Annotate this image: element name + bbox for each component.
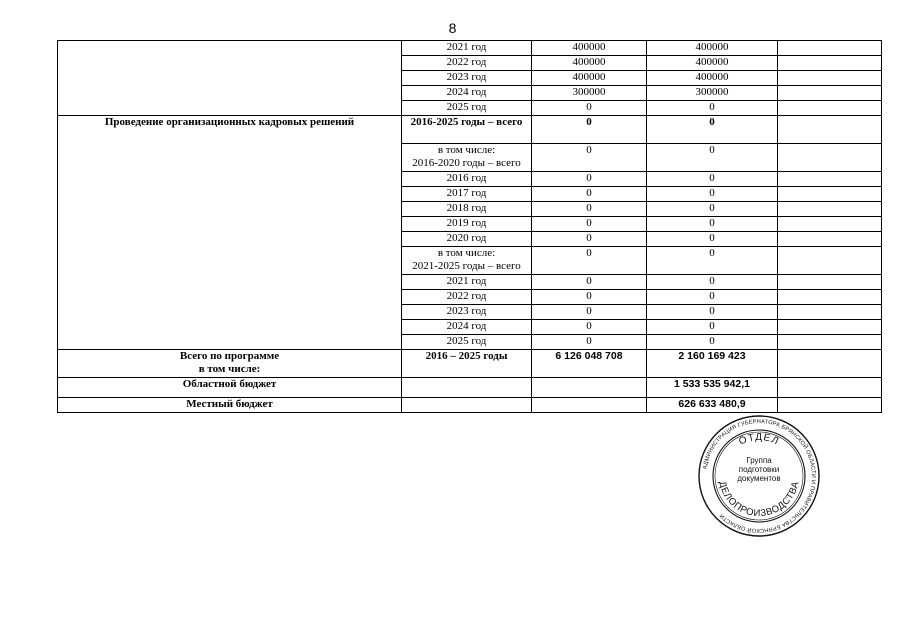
empty-cell — [778, 335, 882, 350]
value-1-cell: 0 — [532, 187, 647, 202]
value-2-cell: 400000 — [647, 71, 778, 86]
period-cell: 2019 год — [402, 217, 532, 232]
empty-cell — [532, 398, 647, 413]
period-cell: 2021 год — [402, 41, 532, 56]
subtotal-1-value-1-cell: 0 — [532, 144, 647, 172]
period-cell: 2017 год — [402, 187, 532, 202]
value-1-cell: 0 — [532, 202, 647, 217]
empty-cell — [778, 86, 882, 101]
value-2-cell: 300000 — [647, 86, 778, 101]
budget-table — [57, 40, 882, 413]
svg-text:ДЕЛОПРОИЗВОДСТВА — [716, 480, 801, 519]
value-2-cell: 0 — [647, 217, 778, 232]
empty-cell — [778, 116, 882, 144]
stamp-inner-top-text: ОТДЕЛ — [737, 431, 781, 448]
stamp-inner-bottom-text: ДЕЛОПРОИЗВОДСТВА — [716, 480, 802, 520]
value-2-cell: 0 — [647, 101, 778, 116]
empty-cell — [778, 350, 882, 378]
value-1-cell: 0 — [532, 335, 647, 350]
subtotal-1-value-2-cell: 0 — [647, 144, 778, 172]
value-1-cell: 0 — [532, 232, 647, 247]
continued-label-cell — [58, 41, 402, 116]
empty-cell — [778, 71, 882, 86]
period-cell: 2025 год — [402, 335, 532, 350]
subtotal-2-line-2: 2021-2025 годы – всего — [412, 260, 521, 272]
value-2-cell: 400000 — [647, 41, 778, 56]
value-1-cell: 400000 — [532, 41, 647, 56]
table-row — [58, 350, 882, 378]
subtotal-2-line-1: в том числе: — [437, 247, 496, 259]
empty-cell — [778, 232, 882, 247]
table-row — [58, 398, 882, 413]
value-1-cell: 0 — [532, 290, 647, 305]
section-total-value-2-cell: 0 — [647, 116, 778, 144]
empty-cell — [778, 305, 882, 320]
empty-cell — [778, 144, 882, 172]
program-total-line-1: Всего по программе — [179, 350, 280, 362]
value-1-cell: 0 — [532, 101, 647, 116]
value-1-cell: 0 — [532, 320, 647, 335]
value-2-cell: 0 — [647, 232, 778, 247]
period-cell: 2018 год — [402, 202, 532, 217]
period-cell: 2024 год — [402, 86, 532, 101]
value-2-cell: 400000 — [647, 56, 778, 71]
value-1-cell: 300000 — [532, 86, 647, 101]
empty-cell — [778, 101, 882, 116]
subtotal-2-value-1-cell: 0 — [532, 247, 647, 275]
table-row — [58, 378, 882, 398]
value-2-cell: 0 — [647, 202, 778, 217]
table-row — [58, 41, 882, 56]
period-cell: 2025 год — [402, 101, 532, 116]
section-total-value-1-cell: 0 — [532, 116, 647, 144]
empty-cell — [402, 398, 532, 413]
stamp-center-text — [730, 456, 788, 483]
empty-cell — [532, 378, 647, 398]
stamp-center-line-2: подготовки — [738, 465, 780, 474]
section-total-period-cell: 2016-2025 годы – всего — [402, 116, 532, 144]
value-1-cell: 400000 — [532, 56, 647, 71]
stamp-center-line-1: Группа — [746, 456, 772, 465]
program-total-value-1-cell: 6 126 048 708 — [532, 350, 647, 378]
empty-cell — [778, 172, 882, 187]
subtotal-2-period-cell — [402, 247, 532, 275]
page-number: 8 — [448, 20, 457, 36]
empty-cell — [778, 247, 882, 275]
empty-cell — [778, 398, 882, 413]
value-2-cell: 0 — [647, 290, 778, 305]
local-budget-value-cell: 626 633 480,9 — [647, 398, 778, 413]
program-total-label-cell — [58, 350, 402, 378]
program-total-period-cell: 2016 – 2025 годы — [402, 350, 532, 378]
value-2-cell: 0 — [647, 335, 778, 350]
period-cell: 2016 год — [402, 172, 532, 187]
regional-budget-label-cell: Областной бюджет — [58, 378, 402, 398]
value-2-cell: 0 — [647, 187, 778, 202]
value-2-cell: 0 — [647, 172, 778, 187]
period-cell: 2021 год — [402, 275, 532, 290]
empty-cell — [778, 202, 882, 217]
subtotal-2-value-2-cell: 0 — [647, 247, 778, 275]
empty-cell — [778, 56, 882, 71]
empty-cell — [778, 217, 882, 232]
stamp-center-line-3: документов — [737, 474, 781, 483]
section-title-cell: Проведение организационных кадровых решений — [58, 116, 402, 350]
value-1-cell: 400000 — [532, 71, 647, 86]
subtotal-1-line-1: в том числе: — [437, 144, 496, 156]
program-total-value-2-cell: 2 160 169 423 — [647, 350, 778, 378]
stamp-outer-ring-text: АДМИНИСТРАЦИЯ ГУБЕРНАТОРА БРЯНСКОЙ ОБЛАСТИ И ПРАВИТЕЛЬСТВА БРЯНСКОЙ ОБЛАСТИ — [702, 418, 817, 534]
subtotal-1-period-cell — [402, 144, 532, 172]
empty-cell — [778, 187, 882, 202]
value-1-cell: 0 — [532, 305, 647, 320]
value-1-cell: 0 — [532, 275, 647, 290]
period-cell: 2020 год — [402, 232, 532, 247]
value-2-cell: 0 — [647, 275, 778, 290]
empty-cell — [778, 41, 882, 56]
empty-cell — [778, 320, 882, 335]
empty-cell — [402, 378, 532, 398]
period-cell: 2023 год — [402, 71, 532, 86]
empty-cell — [778, 290, 882, 305]
period-cell: 2023 год — [402, 305, 532, 320]
value-1-cell: 0 — [532, 172, 647, 187]
period-cell: 2022 год — [402, 56, 532, 71]
value-2-cell: 0 — [647, 320, 778, 335]
subtotal-1-line-2: 2016-2020 годы – всего — [412, 157, 521, 169]
value-1-cell: 0 — [532, 217, 647, 232]
table-row — [58, 116, 882, 144]
period-cell: 2022 год — [402, 290, 532, 305]
empty-cell — [778, 378, 882, 398]
period-cell: 2024 год — [402, 320, 532, 335]
value-2-cell: 0 — [647, 305, 778, 320]
budget-table-body — [58, 41, 882, 413]
local-budget-label-cell: Местный бюджет — [58, 398, 402, 413]
svg-text:ОТДЕЛ — [737, 432, 781, 448]
regional-budget-value-cell: 1 533 535 942,1 — [647, 378, 778, 398]
empty-cell — [778, 275, 882, 290]
program-total-line-2: в том числе: — [198, 363, 261, 375]
